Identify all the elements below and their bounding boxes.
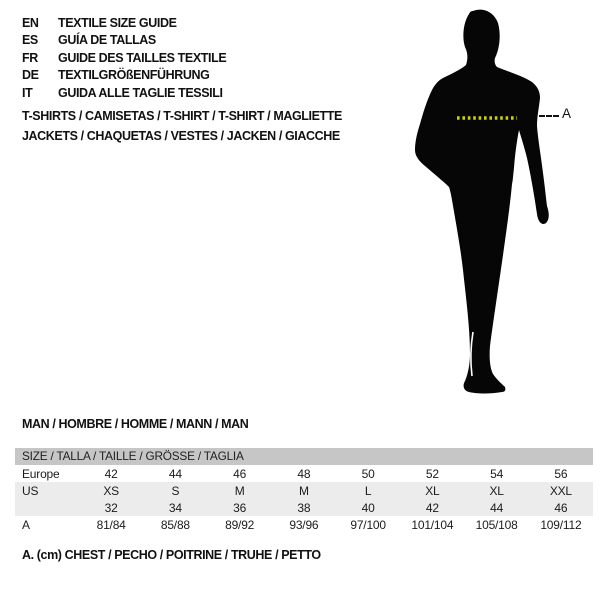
table-cell: 34: [168, 500, 182, 515]
language-code: FR: [22, 50, 38, 65]
table-cell: 38: [297, 500, 311, 515]
language-row-en: [22, 15, 226, 32]
table-cell: 52: [425, 466, 439, 481]
table-cell: 97/100: [350, 518, 386, 532]
language-label: GUIDA ALLE TAGLIE TESSILI: [58, 85, 223, 100]
measure-pointer-line: [539, 115, 559, 117]
measurement-footnote: A. (cm) CHEST / PECHO / POITRINE / TRUHE / PETTO: [22, 548, 321, 562]
table-cell: XXL: [549, 483, 572, 498]
table-cell: 54: [490, 466, 504, 481]
man-silhouette-icon: [413, 8, 563, 398]
table-cell: 109/112: [540, 518, 582, 532]
table-cell: 42: [425, 500, 439, 515]
language-row-it: [22, 85, 226, 102]
table-cell: 42: [104, 466, 118, 481]
measure-label-a: A: [562, 106, 572, 121]
table-cell: 36: [233, 500, 247, 515]
table-cell: 93/96: [289, 518, 319, 532]
table-cell: 85/88: [160, 518, 190, 532]
language-row-es: [22, 32, 226, 49]
table-cell: M: [234, 483, 245, 498]
language-code: ES: [22, 33, 38, 48]
language-label: TEXTILE SIZE GUIDE: [58, 16, 177, 30]
size-table: [15, 448, 593, 534]
table-cell: 44: [490, 500, 504, 515]
language-label: GUIDE DES TAILLES TEXTILE: [58, 50, 227, 65]
category-tshirts: T-SHIRTS / CAMISETAS / T-SHIRT / T-SHIRT / MAGLIETTE: [22, 109, 342, 123]
row-label: US: [22, 483, 39, 498]
table-cell: XS: [103, 483, 119, 498]
table-row-europe: [15, 465, 593, 482]
language-code: DE: [22, 68, 39, 83]
table-cell: 101/104: [411, 518, 454, 532]
size-table-header: SIZE / TALLA / TAILLE / GRÖSSE / TAGLIA: [15, 448, 593, 465]
table-cell: 32: [104, 500, 118, 515]
table-cell: 81/84: [96, 518, 126, 532]
table-cell: 40: [361, 500, 375, 515]
language-code: EN: [22, 16, 39, 30]
language-row-fr: [22, 50, 226, 67]
table-row-chest-cm: [15, 516, 593, 534]
language-list: [22, 15, 226, 102]
table-cell: S: [171, 483, 180, 498]
table-cell: 46: [233, 466, 247, 481]
table-cell: 46: [554, 500, 568, 515]
row-label: Europe: [22, 466, 60, 481]
table-cell: M: [298, 483, 309, 498]
language-label: GUÍA DE TALLAS: [58, 33, 156, 48]
language-label: TEXTILGRÖßENFÜHRUNG: [58, 68, 210, 83]
table-cell: XL: [489, 483, 504, 498]
language-code: IT: [22, 85, 33, 100]
table-cell: 56: [554, 466, 568, 481]
table-cell: XL: [425, 483, 440, 498]
row-label: A: [22, 518, 30, 532]
table-row-us-numeric: [15, 499, 593, 516]
language-row-de: [22, 67, 226, 84]
garment-categories: [22, 107, 342, 146]
table-cell: 44: [168, 466, 182, 481]
table-cell: 89/92: [225, 518, 255, 532]
table-cell: 105/108: [475, 518, 518, 532]
table-cell: L: [364, 483, 372, 498]
table-row-us: [15, 482, 593, 499]
table-cell: 50: [361, 466, 375, 481]
category-jackets: JACKETS / CHAQUETAS / VESTES / JACKEN / GIACCHE: [22, 128, 340, 143]
section-title-man: MAN / HOMBRE / HOMME / MANN / MAN: [22, 417, 249, 431]
man-silhouette-figure: [413, 8, 563, 398]
table-cell: 48: [297, 466, 311, 481]
